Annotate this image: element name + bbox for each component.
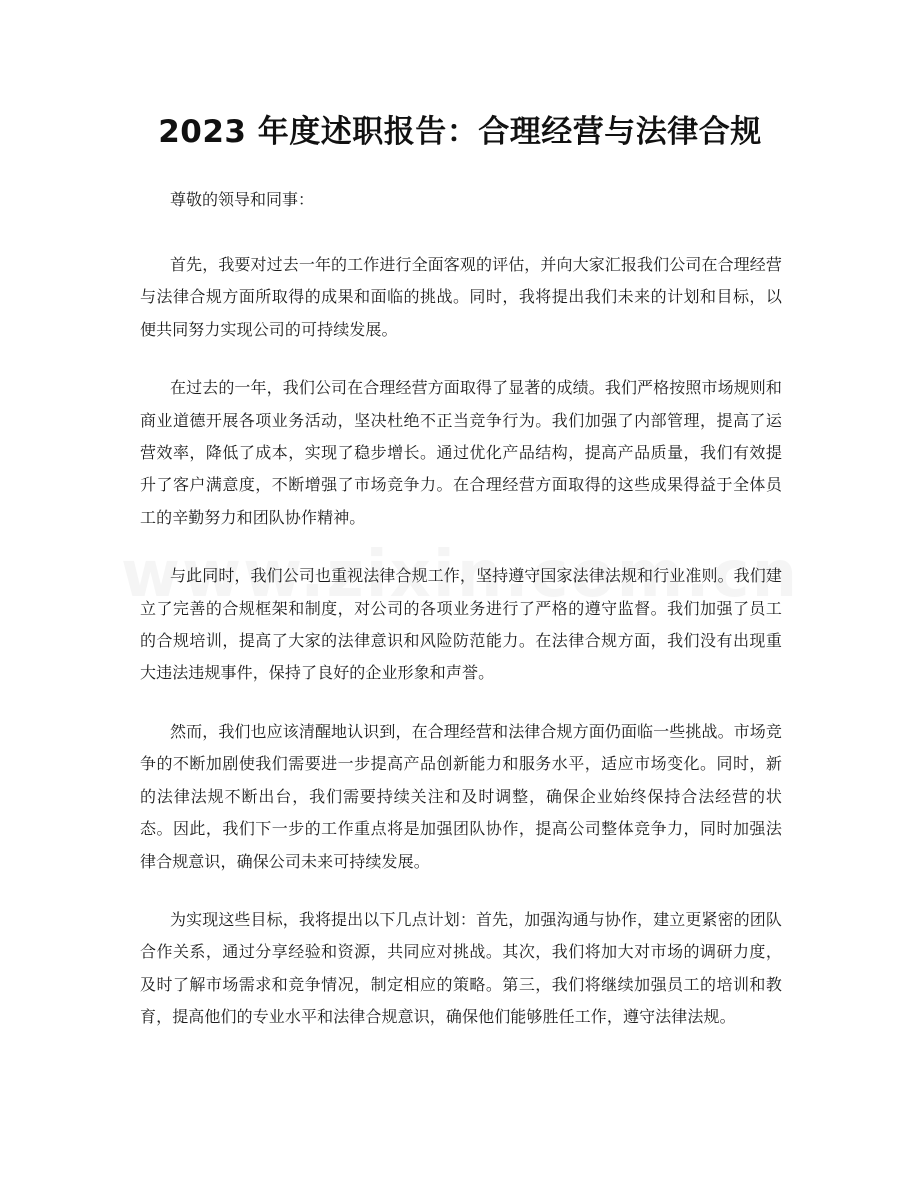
greeting: 尊敬的领导和同事： (170, 190, 315, 209)
paragraph-compliance: 与此同时，我们公司也重视法律合规工作，坚持遵守国家法律法规和行业准则。我们建立了完善的合规框架和制度，对公司的各项业务进行了严格的遵守监督。我们加强了员工的合规培训，提高了大家的法律意识和风险防范能力。在法律合规方面，我们没有出现重大违法违规事件，保持了良好的企业形象和声誉。 (140, 566, 782, 683)
document-body (140, 184, 782, 1060)
paragraph-challenges: 然而，我们也应该清醒地认识到，在合理经营和法律合规方面仍面临一些挑战。市场竞争的不断加剧使我们需要进一步提高产品创新能力和服务水平，适应市场变化。同时，新的法律法规不断出台，我们需要持续关注和及时调整，确保企业始终保持合法经营的状态。因此，我们下一步的工作重点将是加强团队协作，提高公司整体竞争力，同时加强法律合规意识，确保公司未来可持续发展。 (140, 721, 782, 871)
paragraph-plans: 为实现这些目标，我将提出以下几点计划：首先，加强沟通与协作，建立更紧密的团队合作关系，通过分享经验和资源，共同应对挑战。其次，我们将加大对市场的调研力度，及时了解市场需求和竞争情况，制定相应的策略。第三，我们将继续加强员工的培训和教育，提高他们的专业水平和法律合规意识，确保他们能够胜任工作，遵守法律法规。 (140, 909, 782, 1027)
page-title: 2023 年度述职报告：合理经营与法律合规 (158, 114, 762, 150)
paragraph-evaluation: 首先，我要对过去一年的工作进行全面客观的评估，并向大家汇报我们公司在合理经营与法律合规方面所取得的成果和面临的挑战。同时，我将提出我们未来的计划和目标，以便共同努力实现公司的可持续发展。 (140, 255, 782, 339)
paragraph-operations: 在过去的一年，我们公司在合理经营方面取得了显著的成绩。我们严格按照市场规则和商业道德开展各项业务活动，坚决杜绝不正当竞争行为。我们加强了内部管理，提高了运营效率，降低了成本，实现了稳步增长。通过优化产品结构，提高产品质量，我们有效提升了客户满意度，不断增强了市场竞争力。在合理经营方面取得的这些成果得益于全体员工的辛勤努力和团队协作精神。 (140, 378, 782, 527)
